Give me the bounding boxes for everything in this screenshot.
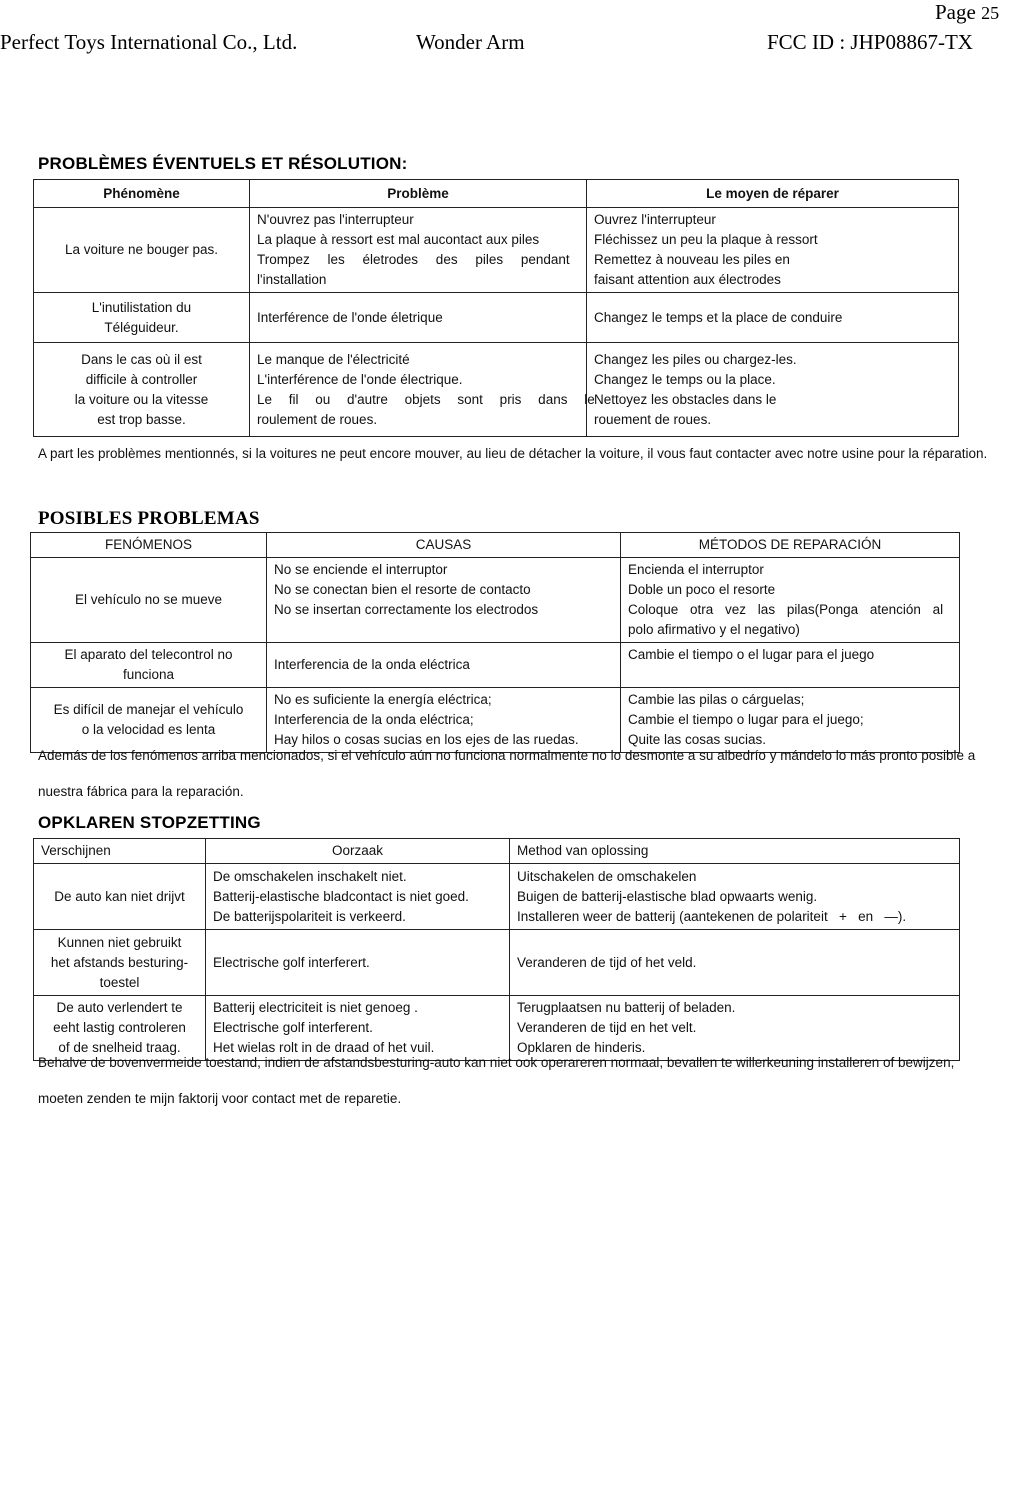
dutch-section-title: OPKLAREN STOPZETTING bbox=[38, 813, 261, 832]
cell-line: Electrische golf interferert. bbox=[213, 954, 370, 970]
cell-line: Es difícil de manejar el vehículo bbox=[53, 702, 244, 717]
cell-line: Encienda el interruptor bbox=[628, 562, 764, 577]
cell-line: Interferencia de la onda eléctrica bbox=[274, 657, 470, 672]
french-troubleshooting-table bbox=[33, 179, 959, 437]
spanish-note: Además de los fenómenos arriba mencionados, si el vehículo aún no funciona normalmente no lo desmonte a su albedrío y mándelo lo más pronto posible a nuestra fábrica para la reparación. bbox=[38, 748, 976, 799]
cell-line: la voiture ou la vitesse bbox=[74, 391, 209, 407]
cell-line: toestel bbox=[99, 974, 140, 990]
table-row bbox=[34, 343, 959, 437]
cell-line: De omschakelen inschakelt niet. bbox=[213, 868, 407, 884]
cell-line: rouement de roues. bbox=[594, 411, 712, 427]
phenomenon-cell bbox=[34, 343, 250, 437]
cell-line: La plaque à ressort est mal aucontact aux piles bbox=[257, 232, 540, 247]
page-label-text: Page bbox=[935, 0, 976, 24]
cell-line: Interférence de l'onde életrique bbox=[257, 309, 443, 325]
cell-line: Quite las cosas sucias. bbox=[628, 732, 767, 747]
cell-line: Remettez à nouveau les piles en bbox=[594, 252, 790, 267]
remedy-cell bbox=[510, 864, 960, 930]
phenomenon-cell bbox=[34, 293, 250, 343]
cell-line: La voiture ne bouger pas. bbox=[64, 242, 219, 257]
remedy-cell bbox=[510, 930, 960, 996]
column-header: Oorzaak bbox=[206, 839, 510, 864]
table-row bbox=[31, 558, 960, 643]
cell-line: L'interférence de l'onde électrique. bbox=[257, 371, 463, 387]
remedy-cell bbox=[621, 558, 960, 643]
table-row bbox=[31, 643, 960, 688]
cell-line: Fléchissez un peu la plaque à ressort bbox=[594, 232, 818, 247]
french-section-title: PROBLÈMES ÉVENTUELS ET RÉSOLUTION: bbox=[38, 154, 408, 173]
cell-line: Interferencia de la onda eléctrica; bbox=[274, 712, 474, 727]
column-header: Verschijnen bbox=[34, 839, 206, 864]
cell-line: Changez les piles ou chargez-les. bbox=[594, 351, 797, 367]
cell-line: Installeren weer de batterij (aantekenen de polariteit + en —). bbox=[517, 908, 907, 924]
column-header: CAUSAS bbox=[267, 533, 621, 558]
cell-line: De auto verlendert te bbox=[56, 1000, 183, 1015]
problem-cell bbox=[206, 864, 510, 930]
cell-line: of de snelheid traag. bbox=[58, 1040, 181, 1055]
cell-line: No es suficiente la energía eléctrica; bbox=[274, 692, 492, 707]
cell-line: polo afirmativo y el negativo) bbox=[628, 622, 800, 637]
cell-line: No se insertan correctamente los electrodos bbox=[274, 602, 539, 617]
cell-line: l'installation bbox=[257, 272, 327, 287]
column-header: Le moyen de réparer bbox=[587, 180, 959, 208]
cell-line: Het wielas rolt in de draad of het vuil. bbox=[213, 1040, 435, 1055]
cell-line: het afstands besturing- bbox=[50, 954, 189, 970]
cell-line: Uitschakelen de omschakelen bbox=[517, 868, 697, 884]
problem-cell bbox=[250, 293, 587, 343]
table-row bbox=[34, 208, 959, 293]
cell-line: difficile à controller bbox=[85, 371, 198, 387]
problem-cell bbox=[267, 643, 621, 688]
problem-cell bbox=[250, 208, 587, 293]
problem-cell bbox=[250, 343, 595, 437]
column-header: Method van oplossing bbox=[510, 839, 960, 864]
remedy-cell bbox=[587, 208, 959, 293]
cell-line: o la velocidad es lenta bbox=[81, 722, 216, 737]
column-header: FENÓMENOS bbox=[31, 533, 267, 558]
cell-line: Coloque otra vez las pilas(Ponga atención al bbox=[628, 602, 944, 617]
cell-line: Doble un poco el resorte bbox=[628, 582, 776, 597]
company-name: Perfect Toys International Co., Ltd. bbox=[0, 30, 298, 54]
cell-line: Ouvrez l'interrupteur bbox=[594, 212, 716, 227]
column-header: MÉTODOS DE REPARACIÓN bbox=[621, 533, 960, 558]
page-number: 25 bbox=[981, 3, 1000, 23]
cell-line: Cambie el tiempo o el lugar para el juego bbox=[628, 647, 875, 662]
column-header: Problème bbox=[250, 180, 587, 208]
cell-line: Electrische golf interferent. bbox=[213, 1020, 373, 1035]
cell-line: De batterijspolariteit is verkeerd. bbox=[213, 908, 406, 924]
cell-line: Trompez les életrodes des piles pendant bbox=[257, 252, 570, 267]
cell-line: Changez le temps et la place de conduire bbox=[594, 309, 843, 325]
product-name: Wonder Arm bbox=[416, 30, 525, 54]
cell-line: El aparato del telecontrol no bbox=[64, 647, 233, 662]
cell-line: Cambie las pilas o cárguelas; bbox=[628, 692, 805, 707]
french-note: A part les problèmes mentionnés, si la voitures ne peut encore mouver, au lieu de détacher la voiture, il vous faut contacter avec notre usine pour la réparation. bbox=[38, 446, 988, 461]
cell-line: De auto kan niet drijvt bbox=[54, 888, 185, 904]
cell-line: Le fil ou d'autre objets sont pris dans le bbox=[257, 391, 595, 407]
phenomenon-cell bbox=[31, 643, 267, 688]
cell-line: Batterij electriciteit is niet genoeg . bbox=[213, 1000, 418, 1015]
dutch-troubleshooting-table bbox=[33, 838, 960, 1061]
table-row bbox=[34, 930, 960, 996]
spanish-troubleshooting-table bbox=[30, 532, 960, 753]
remedy-cell bbox=[621, 643, 960, 688]
fcc-id: FCC ID : JHP08867-TX bbox=[767, 30, 973, 54]
table-header-row bbox=[31, 533, 960, 558]
cell-line: Buigen de batterij-elastische blad opwaarts wenig. bbox=[517, 888, 818, 904]
cell-line: Batterij-elastische bladcontact is niet goed. bbox=[213, 888, 469, 904]
cell-line: Veranderen de tijd of het veld. bbox=[517, 954, 697, 970]
cell-line: roulement de roues. bbox=[257, 411, 378, 427]
dutch-note: Behalve de bovenvermeide toestand, indien de afstandsbesturing-auto kan niet ook operareren normaal, bevallen te willerkeuning installeren of bewijzen, moeten zenden te mijn faktorij voor contact met de reparetie. bbox=[38, 1055, 955, 1106]
cell-line: funciona bbox=[122, 667, 175, 682]
cell-line: Kunnen niet gebruikt bbox=[57, 934, 182, 950]
cell-line: est trop basse. bbox=[97, 411, 186, 427]
cell-line: Dans le cas où il est bbox=[81, 351, 202, 367]
cell-line: Hay hilos o cosas sucias en los ejes de las ruedas. bbox=[274, 732, 579, 747]
cell-line: No se enciende el interruptor bbox=[274, 562, 448, 577]
cell-line: Opklaren de hinderis. bbox=[517, 1040, 646, 1055]
phenomenon-cell bbox=[34, 208, 250, 293]
table-row bbox=[34, 293, 959, 343]
table-header-row bbox=[34, 839, 960, 864]
cell-line: Nettoyez les obstacles dans le bbox=[594, 391, 777, 407]
cell-line: eeht lastig controleren bbox=[53, 1020, 186, 1035]
cell-line: El vehículo no se mueve bbox=[74, 592, 223, 607]
problem-cell bbox=[267, 558, 621, 643]
cell-line: Téléguideur. bbox=[104, 319, 179, 335]
phenomenon-cell bbox=[34, 930, 206, 996]
phenomenon-cell bbox=[34, 864, 206, 930]
cell-line: Cambie el tiempo o lugar para el juego; bbox=[628, 712, 864, 727]
column-header: Phénomène bbox=[34, 180, 250, 208]
cell-line: Terugplaatsen nu batterij of beladen. bbox=[517, 1000, 736, 1015]
table-row bbox=[34, 864, 960, 930]
problem-cell bbox=[206, 930, 510, 996]
remedy-cell bbox=[587, 293, 959, 343]
cell-line: N'ouvrez pas l'interrupteur bbox=[257, 212, 414, 227]
phenomenon-cell bbox=[31, 558, 267, 643]
cell-line: Changez le temps ou la place. bbox=[594, 371, 776, 387]
spanish-section-title: POSIBLES PROBLEMAS bbox=[38, 508, 260, 529]
cell-line: faisant attention aux électrodes bbox=[594, 272, 781, 287]
page-label bbox=[935, 0, 999, 25]
cell-line: Veranderen de tijd en het velt. bbox=[517, 1020, 697, 1035]
table-header-row bbox=[34, 180, 959, 208]
remedy-cell bbox=[587, 343, 959, 437]
cell-line: L'inutilistation du bbox=[91, 299, 192, 315]
cell-line: Le manque de l'électricité bbox=[257, 351, 410, 367]
cell-line: No se conectan bien el resorte de contacto bbox=[274, 582, 531, 597]
